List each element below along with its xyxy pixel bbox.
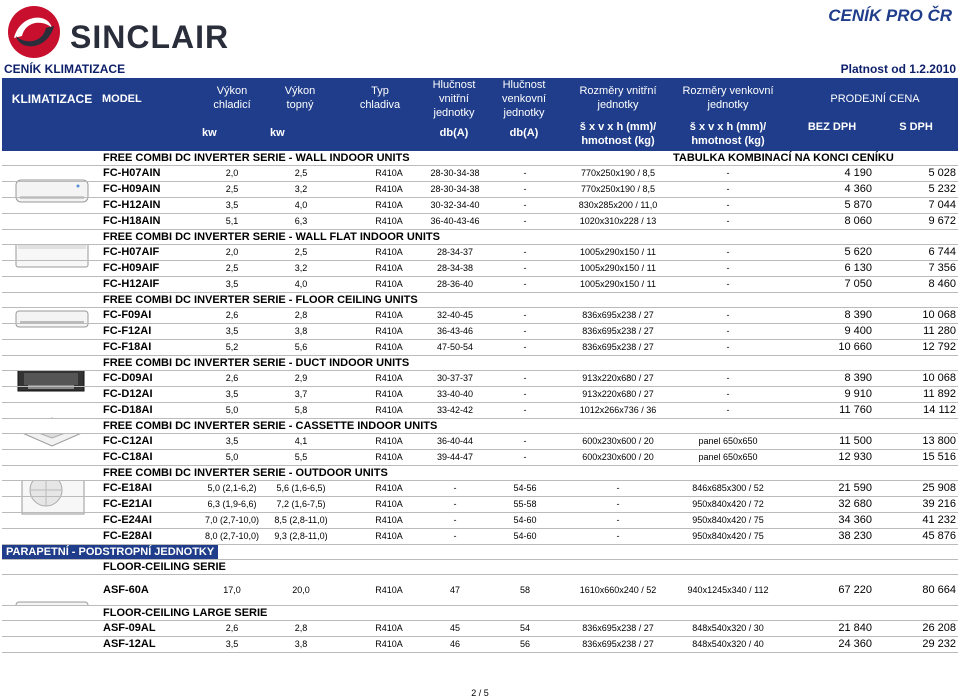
cell-dims-indoor: 836x695x238 / 27	[582, 623, 654, 633]
cell-refrigerant: R410A	[375, 436, 403, 446]
cell-dims-outdoor: -	[726, 247, 730, 257]
cell-cooling: 3,5	[225, 326, 239, 336]
cell-dims-outdoor: -	[726, 279, 730, 289]
header-unit-rozmery-1: š x v x h (mm)/ hmotnost (kg)	[579, 121, 657, 147]
cell-dims-outdoor: -	[726, 310, 730, 320]
header-rozmery-vnitrni: Rozměry vnitřní jednotky	[579, 85, 657, 111]
header-s-dph: S DPH	[899, 121, 933, 133]
section-heading	[2, 466, 958, 481]
cell-price-excl-vat: 7 050	[844, 278, 872, 290]
cell-cooling: 8,0 (2,7-10,0)	[204, 531, 260, 541]
cell-noise-outdoor: -	[523, 405, 527, 415]
section-heading	[2, 151, 958, 166]
table-row	[2, 434, 958, 450]
cell-model: FC-H09AIF	[103, 262, 160, 274]
cell-price-incl-vat: 5 028	[928, 167, 956, 179]
cell-price-excl-vat: 32 680	[838, 498, 872, 510]
cell-dims-indoor: 1020x310x228 / 13	[579, 216, 657, 226]
cell-dims-indoor: 1005x290x150 / 11	[580, 263, 656, 273]
cell-price-incl-vat: 9 672	[928, 215, 956, 227]
cell-dims-indoor: 1005x290x150 / 11	[580, 247, 656, 257]
cell-noise-outdoor: 55-58	[513, 499, 537, 509]
cell-cooling: 2,0	[225, 247, 239, 257]
cell-heating: 2,9	[294, 373, 308, 383]
page-title: CENÍK PRO ČR	[828, 6, 952, 25]
section-title: FREE COMBI DC INVERTER SERIE - DUCT INDOOR UNITS	[103, 357, 410, 369]
cell-model: FC-D09AI	[103, 372, 153, 384]
section-heading	[2, 560, 958, 575]
cell-heating: 2,8	[294, 310, 308, 320]
section-heading	[2, 230, 958, 245]
table-row	[2, 340, 958, 356]
subheader-right: Platnost od 1.2.2010	[840, 62, 956, 76]
cell-model: FC-C18AI	[103, 451, 153, 463]
cell-price-incl-vat: 45 876	[922, 530, 956, 542]
header-unit-kw-2: kw	[270, 127, 285, 139]
cell-refrigerant: R410A	[375, 263, 403, 273]
cell-cooling: 5,1	[225, 216, 239, 226]
cell-price-incl-vat: 25 908	[922, 482, 956, 494]
cell-price-incl-vat: 7 356	[928, 262, 956, 274]
table-row	[2, 387, 958, 403]
cell-noise-outdoor: -	[523, 279, 527, 289]
header-hlucnost-vnitrni: Hlučnost vnitřní jednotky	[432, 79, 476, 119]
cell-price-incl-vat: 10 068	[922, 309, 956, 321]
cell-heating: 5,6	[294, 342, 308, 352]
cell-cooling: 5,0	[225, 405, 239, 415]
sinclair-logo	[4, 4, 229, 60]
cell-noise-indoor: -	[453, 515, 457, 525]
cell-refrigerant: R410A	[375, 531, 403, 541]
cell-refrigerant: R410A	[375, 279, 403, 289]
cell-model: FC-H12AIN	[103, 199, 161, 211]
cell-price-excl-vat: 10 660	[838, 341, 872, 353]
cell-price-incl-vat: 6 744	[928, 246, 956, 258]
cell-noise-outdoor: -	[523, 436, 527, 446]
cell-noise-outdoor: -	[523, 263, 527, 273]
cell-noise-outdoor: -	[523, 247, 527, 257]
cell-noise-indoor: 30-37-37	[436, 373, 474, 383]
cell-refrigerant: R410A	[375, 247, 403, 257]
cell-cooling: 2,6	[225, 623, 239, 633]
header-typ-chladiva: Typ chladiva	[359, 85, 401, 111]
cell-price-excl-vat: 34 360	[838, 514, 872, 526]
cell-price-incl-vat: 39 216	[922, 498, 956, 510]
cell-noise-outdoor: -	[523, 216, 527, 226]
cell-model: ASF-60A	[103, 584, 149, 596]
cell-price-incl-vat: 7 044	[928, 199, 956, 211]
cell-noise-indoor: 36-43-46	[436, 326, 474, 336]
cell-refrigerant: R410A	[375, 200, 403, 210]
cell-cooling: 2,5	[225, 184, 239, 194]
cell-dims-outdoor: panel 650x650	[698, 452, 758, 462]
cell-price-excl-vat: 21 840	[838, 622, 872, 634]
header-bez-dph: BEZ DPH	[807, 121, 857, 133]
cell-refrigerant: R410A	[375, 499, 403, 509]
cell-noise-indoor: 28-30-34-38	[430, 168, 480, 178]
cell-heating: 5,8	[294, 405, 308, 415]
cell-model: FC-H12AIF	[103, 278, 160, 290]
header-unit-db-2: db(A)	[509, 127, 539, 139]
cell-refrigerant: R410A	[375, 483, 403, 493]
cell-noise-outdoor: -	[523, 200, 527, 210]
cell-price-excl-vat: 4 360	[844, 183, 872, 195]
cell-heating: 5,5	[294, 452, 308, 462]
cell-price-incl-vat: 10 068	[922, 372, 956, 384]
cell-price-excl-vat: 9 910	[844, 388, 872, 400]
cell-heating: 3,8	[294, 639, 308, 649]
cell-noise-indoor: 32-40-45	[436, 310, 474, 320]
cell-model: FC-H07AIF	[103, 246, 160, 258]
cell-model: ASF-12AL	[103, 638, 156, 650]
cell-price-incl-vat: 8 460	[928, 278, 956, 290]
cell-heating: 2,5	[294, 168, 308, 178]
section-heading-parapet	[2, 545, 958, 560]
table-row	[2, 497, 958, 513]
cell-dims-indoor: -	[616, 531, 620, 541]
cell-model: FC-F09AI	[103, 309, 152, 321]
cell-noise-indoor: 28-34-38	[436, 263, 474, 273]
cell-noise-indoor: 39-44-47	[436, 452, 474, 462]
cell-noise-indoor: 47	[449, 585, 460, 595]
cell-price-excl-vat: 11 760	[839, 404, 872, 416]
cell-refrigerant: R410A	[375, 326, 403, 336]
section-title: FLOOR-CEILING LARGE SERIE	[103, 607, 268, 619]
section-title: FREE COMBI DC INVERTER SERIE - WALL INDOOR UNITS	[103, 152, 410, 164]
header-unit-kw-1: kw	[202, 127, 217, 139]
price-table	[2, 151, 958, 653]
cell-dims-indoor: 836x695x238 / 27	[582, 639, 654, 649]
cell-cooling: 3,5	[225, 389, 239, 399]
cell-dims-outdoor: -	[726, 405, 730, 415]
cell-price-incl-vat: 41 232	[922, 514, 956, 526]
cell-refrigerant: R410A	[375, 216, 403, 226]
cell-cooling: 3,5	[225, 639, 239, 649]
subheader	[4, 62, 956, 76]
table-row	[2, 324, 958, 340]
section-heading	[2, 356, 958, 371]
table-row	[2, 308, 958, 324]
cell-noise-outdoor: 54-60	[513, 531, 537, 541]
cell-cooling: 3,5	[225, 200, 239, 210]
cell-noise-indoor: 33-42-42	[436, 405, 474, 415]
cell-cooling: 2,0	[225, 168, 239, 178]
cell-cooling: 2,5	[225, 263, 239, 273]
cell-price-excl-vat: 12 930	[838, 451, 872, 463]
table-row	[2, 575, 958, 606]
table-row	[2, 403, 958, 419]
cell-heating: 4,1	[294, 436, 308, 446]
cell-noise-outdoor: -	[523, 326, 527, 336]
cell-dims-indoor: 770x250x190 / 8,5	[580, 184, 656, 194]
header-vykon-topny: Výkon topný	[284, 85, 316, 111]
cell-heating: 3,2	[294, 263, 308, 273]
section-note: TABULKA KOMBINACÍ NA KONCI CENÍKU	[673, 152, 894, 164]
cell-dims-indoor: -	[616, 499, 620, 509]
cell-refrigerant: R410A	[375, 389, 403, 399]
table-row	[2, 371, 958, 387]
cell-noise-outdoor: -	[523, 452, 527, 462]
cell-noise-indoor: 46	[449, 639, 460, 649]
cell-price-excl-vat: 67 220	[838, 584, 872, 596]
cell-dims-indoor: 1610x660x240 / 52	[579, 585, 657, 595]
cell-price-excl-vat: 9 400	[844, 325, 872, 337]
cell-model: FC-H07AIN	[103, 167, 161, 179]
cell-noise-indoor: 28-36-40	[436, 279, 474, 289]
cell-noise-indoor: 30-32-34-40	[430, 200, 480, 210]
header-unit-db-1: db(A)	[439, 127, 469, 139]
section-title: FREE COMBI DC INVERTER SERIE - CASSETTE INDOOR UNITS	[103, 420, 438, 432]
cell-model: FC-E18AI	[103, 482, 152, 494]
cell-noise-indoor: -	[453, 499, 457, 509]
cell-cooling: 3,5	[225, 436, 239, 446]
cell-heating: 3,2	[294, 184, 308, 194]
cell-price-incl-vat: 15 516	[922, 451, 956, 463]
cell-dims-indoor: 913x220x680 / 27	[582, 389, 654, 399]
cell-price-incl-vat: 80 664	[922, 584, 956, 596]
cell-noise-outdoor: -	[523, 168, 527, 178]
cell-dims-outdoor: -	[726, 168, 730, 178]
cell-price-incl-vat: 26 208	[922, 622, 956, 634]
cell-price-incl-vat: 29 232	[922, 638, 956, 650]
table-row	[2, 481, 958, 497]
header-klimatizace: KLIMATIZACE	[11, 92, 93, 106]
cell-noise-outdoor: -	[523, 373, 527, 383]
cell-cooling: 2,6	[225, 373, 239, 383]
cell-noise-outdoor: 54	[519, 623, 530, 633]
cell-noise-indoor: 36-40-43-46	[430, 216, 480, 226]
cell-price-excl-vat: 11 500	[839, 435, 872, 447]
cell-refrigerant: R410A	[375, 342, 403, 352]
cell-heating: 4,0	[294, 200, 308, 210]
table-row	[2, 637, 958, 653]
cell-noise-indoor: -	[453, 531, 457, 541]
cell-noise-indoor: -	[453, 483, 457, 493]
cell-price-excl-vat: 5 620	[844, 246, 872, 258]
table-row	[2, 182, 958, 198]
table-row	[2, 529, 958, 545]
cell-refrigerant: R410A	[375, 623, 403, 633]
cell-dims-outdoor: 848x540x320 / 30	[692, 623, 764, 633]
section-heading	[2, 419, 958, 434]
cell-cooling: 6,3 (1,9-6,6)	[207, 499, 257, 509]
header-vykon-chladici: Výkon chladicí	[213, 85, 251, 111]
cell-noise-indoor: 33-40-40	[436, 389, 474, 399]
cell-dims-outdoor: 950x840x420 / 72	[692, 499, 764, 509]
cell-price-excl-vat: 38 230	[838, 530, 872, 542]
cell-dims-outdoor: -	[726, 389, 730, 399]
cell-noise-outdoor: 54-56	[513, 483, 537, 493]
cell-dims-indoor: 1005x290x150 / 11	[580, 279, 656, 289]
section-title: FREE COMBI DC INVERTER SERIE - FLOOR CEILING UNITS	[103, 294, 418, 306]
cell-heating: 6,3	[294, 216, 308, 226]
page-number: 2 / 5	[471, 688, 489, 698]
cell-dims-indoor: 836x695x238 / 27	[582, 310, 654, 320]
cell-price-incl-vat: 5 232	[928, 183, 956, 195]
cell-cooling: 7,0 (2,7-10,0)	[204, 515, 260, 525]
cell-model: FC-D12AI	[103, 388, 153, 400]
cell-dims-indoor: 913x220x680 / 27	[582, 373, 654, 383]
table-row	[2, 214, 958, 230]
cell-heating: 5,6 (1,6-6,5)	[276, 483, 326, 493]
cell-dims-indoor: 836x695x238 / 27	[582, 342, 654, 352]
cell-dims-indoor: 600x230x600 / 20	[582, 452, 654, 462]
cell-dims-outdoor: panel 650x650	[698, 436, 758, 446]
cell-dims-outdoor: -	[726, 263, 730, 273]
cell-model: FC-H18AIN	[103, 215, 161, 227]
section-heading	[2, 293, 958, 308]
table-row	[2, 261, 958, 277]
cell-price-incl-vat: 13 800	[922, 435, 956, 447]
cell-noise-indoor: 36-40-44	[436, 436, 474, 446]
cell-dims-outdoor: 950x840x420 / 75	[692, 515, 764, 525]
cell-model: ASF-09AL	[103, 622, 156, 634]
cell-noise-indoor: 28-34-37	[436, 247, 474, 257]
cell-price-incl-vat: 12 792	[922, 341, 956, 353]
cell-refrigerant: R410A	[375, 452, 403, 462]
cell-price-incl-vat: 14 112	[923, 404, 956, 416]
cell-refrigerant: R410A	[375, 310, 403, 320]
cell-cooling: 5,2	[225, 342, 239, 352]
cell-cooling: 3,5	[225, 279, 239, 289]
cell-heating: 2,5	[294, 247, 308, 257]
cell-model: FC-F18AI	[103, 341, 152, 353]
cell-dims-outdoor: 950x840x420 / 75	[692, 531, 764, 541]
cell-cooling: 5,0	[225, 452, 239, 462]
cell-heating: 3,8	[294, 326, 308, 336]
subheader-left: CENÍK KLIMATIZACE	[4, 62, 126, 76]
table-row	[2, 166, 958, 182]
cell-price-excl-vat: 21 590	[838, 482, 872, 494]
cell-heating: 8,5 (2,8-11,0)	[274, 515, 328, 525]
cell-price-excl-vat: 8 060	[844, 215, 872, 227]
cell-refrigerant: R410A	[375, 373, 403, 383]
cell-noise-outdoor: -	[523, 342, 527, 352]
cell-dims-indoor: -	[616, 483, 620, 493]
cell-heating: 7,2 (1,6-7,5)	[276, 499, 326, 509]
cell-refrigerant: R410A	[375, 184, 403, 194]
cell-noise-outdoor: 58	[519, 585, 530, 595]
cell-dims-outdoor: -	[726, 326, 730, 336]
cell-dims-indoor: -	[616, 515, 620, 525]
cell-heating: 3,7	[294, 389, 308, 399]
cell-model: FC-C12AI	[103, 435, 153, 447]
section-title: FREE COMBI DC INVERTER SERIE - OUTDOOR UNITS	[103, 467, 388, 479]
cell-noise-outdoor: 56	[519, 639, 530, 649]
table-row	[2, 277, 958, 293]
cell-noise-indoor: 45	[449, 623, 460, 633]
header-prodejni-cena: PRODEJNÍ CENA	[830, 93, 920, 105]
cell-price-incl-vat: 11 892	[923, 388, 956, 400]
cell-price-incl-vat: 11 280	[923, 325, 956, 337]
table-row	[2, 450, 958, 466]
cell-price-excl-vat: 6 130	[844, 262, 872, 274]
cell-dims-indoor: 770x250x190 / 8,5	[580, 168, 656, 178]
cell-refrigerant: R410A	[375, 405, 403, 415]
cell-model: FC-E21AI	[103, 498, 152, 510]
cell-price-excl-vat: 8 390	[844, 372, 872, 384]
section-title: FREE COMBI DC INVERTER SERIE - WALL FLAT INDOOR UNITS	[103, 231, 440, 243]
table-row	[2, 245, 958, 261]
cell-price-excl-vat: 8 390	[844, 309, 872, 321]
brand-name: sinclair	[70, 6, 230, 58]
cell-dims-outdoor: -	[726, 373, 730, 383]
cell-dims-outdoor: -	[726, 200, 730, 210]
cell-refrigerant: R410A	[375, 639, 403, 649]
cell-price-excl-vat: 5 870	[844, 199, 872, 211]
cell-dims-outdoor: -	[726, 342, 730, 352]
cell-noise-outdoor: -	[523, 310, 527, 320]
section-heading	[2, 606, 958, 621]
cell-model: FC-E28AI	[103, 530, 152, 542]
cell-price-excl-vat: 4 190	[844, 167, 872, 179]
table-header	[2, 78, 958, 151]
cell-heating: 9,3 (2,8-11,0)	[274, 531, 328, 541]
cell-cooling: 2,6	[225, 310, 239, 320]
cell-dims-outdoor: -	[726, 216, 730, 226]
cell-noise-indoor: 47-50-54	[436, 342, 474, 352]
cell-dims-outdoor: 940x1245x340 / 112	[687, 585, 769, 595]
cell-cooling: 5,0 (2,1-6,2)	[207, 483, 257, 493]
cell-dims-outdoor: -	[726, 184, 730, 194]
cell-heating: 2,8	[294, 623, 308, 633]
cell-model: FC-F12AI	[103, 325, 152, 337]
cell-dims-outdoor: 846x685x300 / 52	[692, 483, 764, 493]
sinclair-swirl-icon	[4, 4, 64, 60]
header-model: MODEL	[102, 93, 142, 105]
cell-heating: 20,0	[292, 585, 310, 595]
table-row	[2, 198, 958, 214]
cell-dims-indoor: 836x695x238 / 27	[582, 326, 654, 336]
cell-dims-indoor: 1012x266x736 / 36	[579, 405, 657, 415]
cell-dims-outdoor: 848x540x320 / 40	[692, 639, 764, 649]
cell-refrigerant: R410A	[375, 168, 403, 178]
cell-heating: 4,0	[294, 279, 308, 289]
cell-cooling: 17,0	[223, 585, 241, 595]
cell-model: FC-H09AIN	[103, 183, 161, 195]
header-hlucnost-venkovni: Hlučnost venkovní jednotky	[501, 79, 547, 119]
header-unit-rozmery-2: š x v x h (mm)/ hmotnost (kg)	[689, 121, 767, 147]
section-title: FLOOR-CEILING SERIE	[103, 561, 226, 573]
header-rozmery-venkovni: Rozměry venkovní jednotky	[682, 85, 774, 111]
cell-dims-indoor: 830x285x200 / 11,0	[578, 200, 658, 210]
cell-price-excl-vat: 24 360	[838, 638, 872, 650]
cell-noise-outdoor: -	[523, 389, 527, 399]
cell-noise-indoor: 28-30-34-38	[430, 184, 480, 194]
cell-refrigerant: R410A	[375, 515, 403, 525]
cell-noise-outdoor: 54-60	[513, 515, 537, 525]
cell-model: FC-D18AI	[103, 404, 153, 416]
cell-noise-outdoor: -	[523, 184, 527, 194]
parapet-title: PARAPETNÍ - PODSTROPNÍ JEDNOTKY	[2, 545, 218, 559]
cell-dims-indoor: 600x230x600 / 20	[582, 436, 654, 446]
table-row	[2, 621, 958, 637]
cell-refrigerant: R410A	[375, 585, 403, 595]
cell-model: FC-E24AI	[103, 514, 152, 526]
table-row	[2, 513, 958, 529]
